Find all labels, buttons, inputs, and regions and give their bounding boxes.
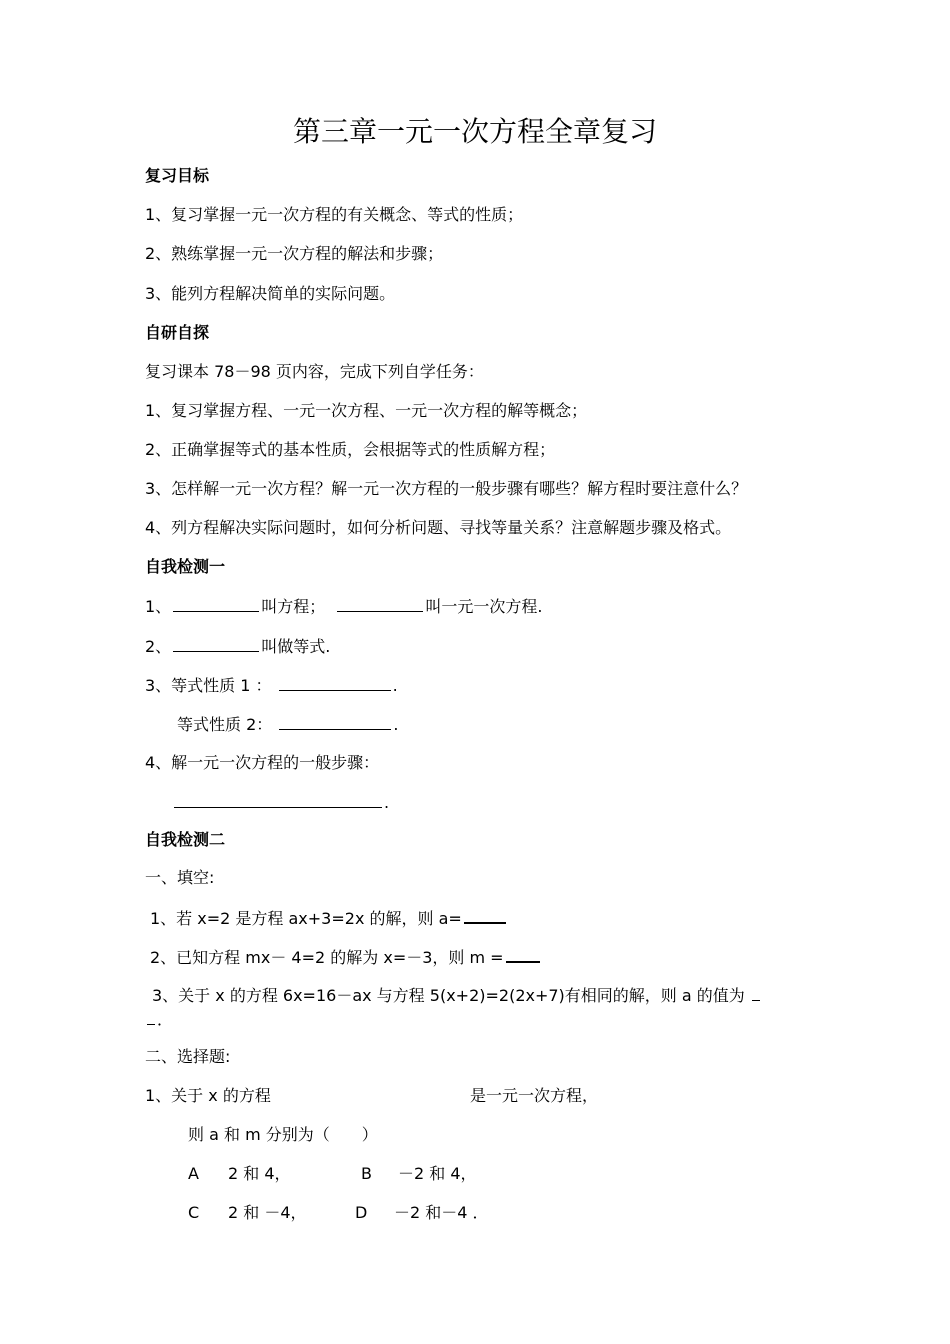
option-d[interactable] — [355, 1202, 367, 1224]
self-study-item: 1、复习掌握方程、一元一次方程、一元一次方程的解等概念； — [145, 401, 588, 420]
question-number: 2、 — [145, 637, 172, 656]
option-b-text: －2 和 4， — [398, 1164, 477, 1183]
fill-heading: 一、填空: — [145, 868, 215, 887]
answer-blank[interactable] — [506, 945, 540, 963]
self-study-item: 4、列方程解决实际问题时，如何分析问题、寻找等量关系？注意解题步骤及格式。 — [145, 518, 732, 537]
check1-question-4: 4、解一元一次方程的一般步骤： — [145, 753, 380, 772]
check1-question-4-answer — [172, 791, 389, 814]
self-study-intro: 复习课本 78－98 页内容，完成下列自学任务： — [145, 362, 484, 381]
option-d-text: －2 和－4 ． — [394, 1203, 489, 1222]
fill-question-3 — [152, 984, 762, 1007]
self-study-item: 2、正确掌握等式的基本性质，会根据等式的性质解方程； — [145, 440, 556, 459]
choice-question-1 — [145, 1085, 271, 1107]
question-text: 3、关于 x 的方程 6x=16－ax 与方程 5(x+2)=2(2x+7)有相同的解，则 a 的值为 — [152, 986, 745, 1005]
period: . — [384, 793, 390, 812]
option-label: A — [188, 1164, 199, 1183]
section-heading-goals: 复习目标 — [145, 166, 210, 185]
option-b[interactable] — [361, 1163, 372, 1185]
goal-item: 2、熟练掌握一元一次方程的解法和步骤； — [145, 244, 444, 263]
answer-blank[interactable] — [174, 791, 382, 808]
check1-question-2 — [145, 635, 330, 658]
option-a[interactable] — [188, 1163, 199, 1185]
question-text: 叫方程； — [261, 597, 326, 616]
option-c-text: 2 和 －4， — [228, 1203, 307, 1222]
self-study-item: 3、怎样解一元一次方程？解一元一次方程的一般步骤有哪些？解方程时要注意什么？ — [145, 479, 748, 498]
option-label: B — [361, 1164, 372, 1183]
answer-blank[interactable] — [464, 906, 506, 924]
answer-blank[interactable] — [752, 984, 760, 1001]
answer-blank[interactable] — [173, 595, 259, 612]
check1-question-1 — [145, 595, 542, 618]
option-a-text: 2 和 4， — [228, 1164, 291, 1183]
period: ． — [157, 1010, 174, 1029]
check1-question-3 — [145, 674, 398, 697]
question-text: 叫做等式. — [261, 637, 331, 656]
check1-question-3b — [177, 713, 398, 736]
choice-question-1-suffix: 是一元一次方程， — [470, 1086, 599, 1105]
question-text: 等式性质 2： — [177, 715, 273, 734]
choice-question-1-stem: 则 a 和 m 分别为（ ） — [188, 1125, 378, 1144]
goal-item: 3、能列方程解决简单的实际问题。 — [145, 284, 396, 303]
fill-question-1 — [150, 906, 508, 930]
answer-blank[interactable] — [279, 674, 391, 691]
question-text: 1、若 x=2 是方程 ax+3=2x 的解，则 a= — [150, 909, 462, 928]
question-text: 3、等式性质 1 ： — [145, 676, 272, 695]
option-c[interactable] — [188, 1202, 199, 1224]
answer-blank[interactable] — [173, 635, 259, 652]
option-label: C — [188, 1203, 200, 1222]
choice-heading: 二、选择题: — [145, 1047, 231, 1066]
section-heading-check2: 自我检测二 — [145, 830, 226, 849]
period: . — [393, 715, 399, 734]
question-text: 2、已知方程 mx－ 4=2 的解为 x=－3，则 m = — [150, 948, 504, 967]
page-title: 第三章一元一次方程全章复习 — [292, 115, 657, 148]
fill-question-3-continued — [145, 1008, 173, 1031]
question-text: 1、关于 x 的方程 — [145, 1086, 271, 1105]
answer-blank[interactable] — [337, 595, 423, 612]
goal-item: 1、复习掌握一元一次方程的有关概念、等式的性质； — [145, 205, 524, 224]
fill-question-2 — [150, 945, 542, 969]
option-label: D — [355, 1203, 368, 1222]
question-number: 1、 — [145, 597, 172, 616]
period: . — [392, 676, 398, 695]
section-heading-self-study: 自研自探 — [145, 323, 210, 342]
section-heading-check1: 自我检测一 — [145, 557, 226, 576]
answer-blank[interactable] — [147, 1008, 155, 1025]
answer-blank[interactable] — [279, 713, 391, 730]
question-text: 叫一元一次方程. — [425, 597, 543, 616]
